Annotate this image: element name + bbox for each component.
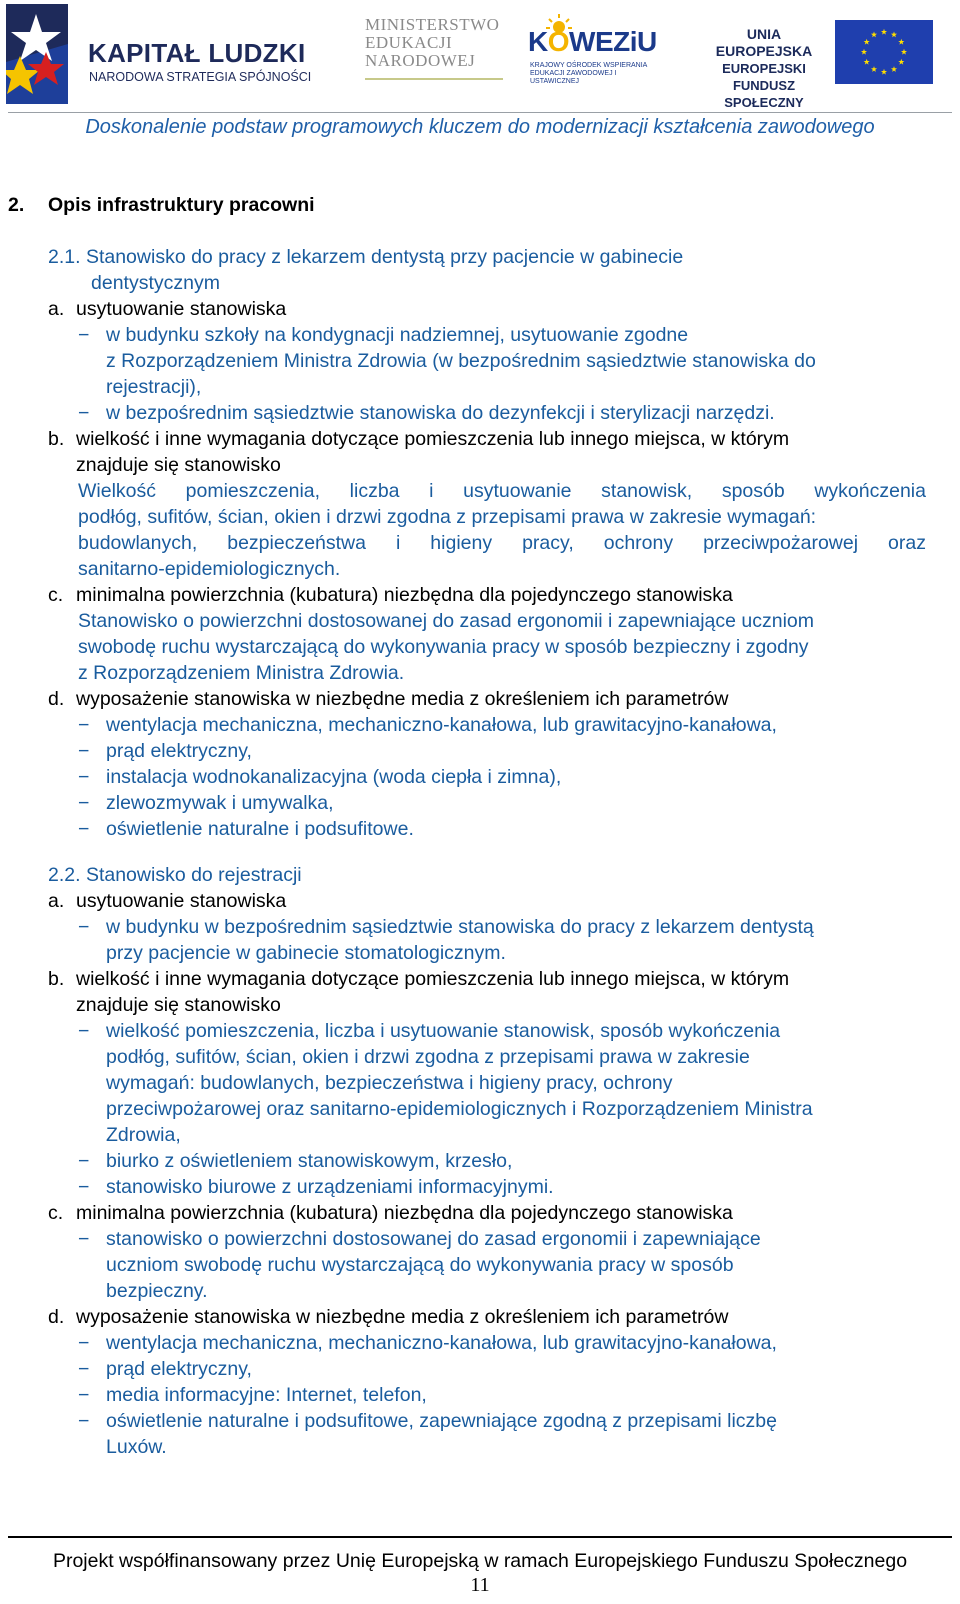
justified-line: budowlanych, bezpieczeństwa i higieny pracy, ochrony przeciwpożarowej oraz <box>78 532 926 554</box>
kl-subtitle: NARODOWA STRATEGIA SPÓJNOŚCI <box>89 70 312 84</box>
project-title: Doskonalenie podstaw programowych kluczem do modernizacji kształcenia zawodowego <box>85 116 875 138</box>
item-label: b. <box>48 968 65 990</box>
paragraph-line: z Rozporządzeniem Ministra Zdrowia. <box>78 662 405 684</box>
list-item-cont: bezpieczny. <box>106 1280 208 1302</box>
item-label: d. <box>48 688 65 710</box>
section-title: Opis infrastruktury pracowni <box>48 194 315 216</box>
kowezu-name-b: O <box>547 26 570 57</box>
kl-title: KAPITAŁ LUDZKI <box>88 38 306 68</box>
list-item-cont: podłóg, sufitów, ścian, okien i drzwi zgodna z przepisami prawa w zakresie <box>106 1046 750 1068</box>
item-title: usytuowanie stanowiska <box>76 890 287 912</box>
kowezu-subtitle: KRAJOWY OŚRODEK WSPIERANIA EDUKACJI ZAWODOWEJ I USTAWICZNEJ <box>530 62 647 85</box>
men-line-3: NARODOWEJ <box>365 51 476 70</box>
kowezu-logo <box>528 14 658 84</box>
kowezu-name-c: WEZiU <box>569 26 657 57</box>
list-item-cont: przeciwpożarowej oraz sanitarno-epidemiologicznych i Rozporządzeniem Ministra <box>106 1098 813 1120</box>
subsection-2-2-heading: 2.2. Stanowisko do rejestracji <box>48 864 302 886</box>
kapital-ludzki-emblem-icon <box>6 4 68 104</box>
list-dash: − <box>78 792 90 814</box>
eu-line-2: EUROPEJSKI <box>722 61 806 76</box>
subsection-2-1-heading-cont: dentystycznym <box>91 272 220 294</box>
list-item: wentylacja mechaniczna, mechaniczno-kanałowa, lub grawitacyjno-kanałowa, <box>106 714 777 736</box>
list-dash: − <box>78 818 90 840</box>
section-number: 2. <box>8 194 25 216</box>
list-dash: − <box>78 1020 90 1042</box>
item-title-cont: znajduje się stanowisko <box>76 454 281 476</box>
list-dash: − <box>78 1384 90 1406</box>
kowezu-name-a: K <box>528 26 548 57</box>
list-dash: − <box>78 1176 90 1198</box>
list-dash: − <box>78 1150 90 1172</box>
justified-line: Wielkość pomieszczenia, liczba i usytuowanie stanowisk, sposób wykończenia <box>78 480 926 502</box>
item-title-cont: znajduje się stanowisko <box>76 994 281 1016</box>
list-dash: − <box>78 766 90 788</box>
footer-divider <box>8 1536 952 1538</box>
paragraph-line <box>78 478 926 504</box>
list-item: prąd elektryczny, <box>106 740 252 762</box>
list-dash: − <box>78 1332 90 1354</box>
list-dash: − <box>78 1358 90 1380</box>
item-label: c. <box>48 584 64 606</box>
item-title: minimalna powierzchnia (kubatura) niezbędna dla pojedynczego stanowiska <box>76 584 733 606</box>
list-item: prąd elektryczny, <box>106 1358 252 1380</box>
men-line-2: EDUKACJI <box>365 33 453 52</box>
eu-flag-icon <box>835 20 933 84</box>
men-underline <box>365 78 503 80</box>
list-dash: − <box>78 402 90 424</box>
item-title: wielkość i inne wymagania dotyczące pomieszczenia lub innego miejsca, w którym <box>76 428 790 450</box>
list-item-cont: Zdrowia, <box>106 1124 181 1146</box>
list-item: oświetlenie naturalne i podsufitowe. <box>106 818 414 840</box>
list-item: w bezpośrednim sąsiedztwie stanowiska do dezynfekcji i sterylizacji narzędzi. <box>106 402 775 424</box>
header-divider <box>8 112 952 113</box>
list-item: zlewozmywak i umywalka, <box>106 792 334 814</box>
list-dash: − <box>78 324 90 346</box>
list-item-cont: przy pacjencie w gabinecie stomatologicznym. <box>106 942 506 964</box>
item-title: wyposażenie stanowiska w niezbędne media z określeniem ich parametrów <box>76 1306 729 1328</box>
list-item: w budynku w bezpośrednim sąsiedztwie stanowiska do pracy z lekarzem dentystą <box>106 916 814 938</box>
list-dash: − <box>78 740 90 762</box>
list-item-cont: Luxów. <box>106 1436 167 1458</box>
footer-text: Projekt współfinansowany przez Unię Europejską w ramach Europejskiego Funduszu Społecznego <box>52 1550 908 1572</box>
eu-line-1: UNIA EUROPEJSKA <box>715 26 813 59</box>
paragraph-line: Stanowisko o powierzchni dostosowanej do zasad ergonomii i zapewniające uczniom <box>78 610 814 632</box>
item-label: c. <box>48 1202 64 1224</box>
page-number: 11 <box>470 1574 490 1596</box>
list-item: media informacyjne: Internet, telefon, <box>106 1384 427 1406</box>
list-dash: − <box>78 1410 90 1432</box>
men-text <box>365 16 499 70</box>
item-label: b. <box>48 428 65 450</box>
kapital-ludzki-logo <box>6 4 316 104</box>
list-item: wielkość pomieszczenia, liczba i usytuowanie stanowisk, sposób wykończenia <box>106 1020 781 1042</box>
list-item-cont: z Rozporządzeniem Ministra Zdrowia (w bezpośrednim sąsiedztwie stanowiska do <box>106 350 816 372</box>
item-title: minimalna powierzchnia (kubatura) niezbędna dla pojedynczego stanowiska <box>76 1202 733 1224</box>
list-item: stanowisko o powierzchni dostosowanej do zasad ergonomii i zapewniające <box>106 1228 761 1250</box>
subsection-2-1-heading: 2.1. Stanowisko do pracy z lekarzem dentystą przy pacjencie w gabinecie <box>48 246 684 268</box>
list-item: instalacja wodnokanalizacyjna (woda ciepła i zimna), <box>106 766 562 788</box>
kowezu-name <box>528 26 657 58</box>
list-item-cont: rejestracji), <box>106 376 202 398</box>
list-item-cont: uczniom swobodę ruchu wystarczającą do wykonywania pracy w sposób <box>106 1254 734 1276</box>
men-line-1: MINISTERSTWO <box>365 15 500 34</box>
item-title: wyposażenie stanowiska w niezbędne media z określeniem ich parametrów <box>76 688 729 710</box>
list-item: wentylacja mechaniczna, mechaniczno-kanałowa, lub grawitacyjno-kanałowa, <box>106 1332 777 1354</box>
list-item: biurko z oświetleniem stanowiskowym, krzesło, <box>106 1150 513 1172</box>
header-logos <box>0 0 960 112</box>
paragraph-line: sanitarno-epidemiologicznych. <box>78 558 341 580</box>
item-label: a. <box>48 298 65 320</box>
list-dash: − <box>78 916 90 938</box>
eu-logo <box>700 20 950 110</box>
item-label: d. <box>48 1306 65 1328</box>
paragraph-line <box>78 530 926 556</box>
list-dash: − <box>78 1228 90 1250</box>
list-item: oświetlenie naturalne i podsufitowe, zapewniające zgodną z przepisami liczbę <box>106 1410 777 1432</box>
list-item: w budynku szkoły na kondygnacji nadziemnej, usytuowanie zgodne <box>106 324 689 346</box>
paragraph-line: swobodę ruchu wystarczającą do wykonywania pracy w sposób bezpieczny i zgodny <box>78 636 809 658</box>
men-logo <box>365 16 515 86</box>
paragraph-line: podłóg, sufitów, ścian, okien i drzwi zgodna z przepisami prawa w zakresie wymagań: <box>78 506 817 528</box>
item-label: a. <box>48 890 65 912</box>
eu-line-3: FUNDUSZ SPOŁECZNY <box>724 78 804 110</box>
list-item: stanowisko biurowe z urządzeniami informacyjnymi. <box>106 1176 554 1198</box>
eu-text <box>700 26 828 111</box>
item-title: usytuowanie stanowiska <box>76 298 287 320</box>
list-dash: − <box>78 714 90 736</box>
item-title: wielkość i inne wymagania dotyczące pomieszczenia lub innego miejsca, w którym <box>76 968 790 990</box>
list-item-cont: wymagań: budowlanych, bezpieczeństwa i higieny pracy, ochrony <box>106 1072 673 1094</box>
